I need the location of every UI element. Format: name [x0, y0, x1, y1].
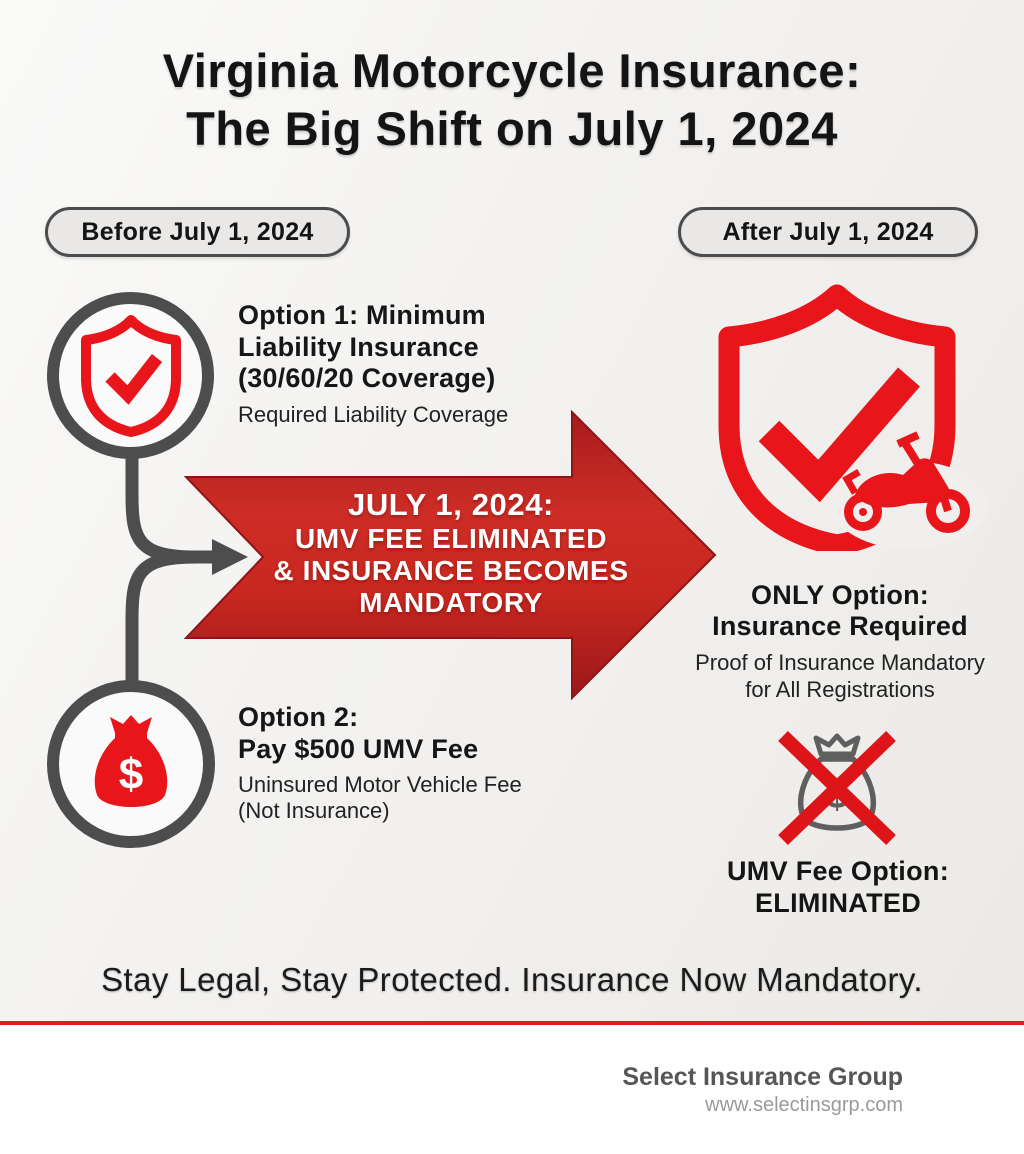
red-divider-line [0, 1021, 1024, 1025]
option1-heading [238, 300, 508, 395]
after-label: After July 1, 2024 [722, 217, 934, 246]
shield-motorcycle-check-icon [705, 283, 990, 551]
before-label-pill [45, 207, 350, 257]
option2-subtext-line: Uninsured Motor Vehicle Fee [238, 772, 522, 797]
option2-heading-line: Pay $500 UMV Fee [238, 733, 479, 764]
option1-subtext: Required Liability Coverage [238, 401, 509, 427]
arrow-text-line: UMV FEE ELIMINATED [294, 523, 608, 554]
only-option-subtext-line: Proof of Insurance Mandatory [695, 650, 985, 675]
option2-subtext-line: (Not Insurance) [238, 798, 390, 823]
arrow-text-line: JULY 1, 2024: [347, 487, 554, 522]
brand-website: www.selectinsgrp.com [705, 1094, 903, 1116]
page-title-line1: Virginia Motorcycle Insurance: [162, 44, 862, 97]
brand-name: Select Insurance Group [622, 1063, 903, 1091]
only-option-heading-line: ONLY Option: [751, 580, 929, 610]
only-option-heading-line: Insurance Required [712, 611, 968, 641]
option1-heading-line: Liability Insurance [238, 331, 479, 362]
shield-check-icon [79, 314, 183, 438]
umv-eliminated-line: ELIMINATED [755, 888, 921, 918]
option1-heading-line: Option 1: Minimum [238, 300, 486, 330]
footer-brand-block [622, 1064, 903, 1117]
option2-circle [47, 680, 215, 848]
only-option-text-block [690, 580, 990, 703]
after-label-pill [678, 207, 978, 257]
money-bag-icon [85, 711, 177, 817]
only-option-subtext [690, 649, 990, 703]
before-label: Before July 1, 2024 [81, 217, 314, 246]
option2-text-block [238, 702, 522, 824]
transition-arrow-text [186, 487, 716, 619]
arrow-text-line: MANDATORY [359, 587, 543, 618]
umv-eliminated-line: UMV Fee Option: [727, 856, 949, 886]
only-option-heading [690, 580, 990, 642]
option1-heading-line: (30/60/20 Coverage) [238, 363, 496, 393]
page-title-line2: The Big Shift on July 1, 2024 [186, 102, 838, 155]
option2-subtext [238, 772, 522, 824]
umv-eliminated-text-block [688, 855, 988, 919]
option2-heading [238, 702, 522, 765]
money-bag-crossed-icon [775, 724, 899, 852]
only-option-subtext-line: for All Registrations [745, 677, 935, 702]
option2-heading-line: Option 2: [238, 702, 359, 732]
dollar-glyph: $ [118, 750, 144, 799]
tagline: Stay Legal, Stay Protected. Insurance Now Mandatory. [101, 961, 923, 998]
page-title [0, 42, 1024, 158]
arrow-text-line: & INSURANCE BECOMES [273, 555, 629, 586]
